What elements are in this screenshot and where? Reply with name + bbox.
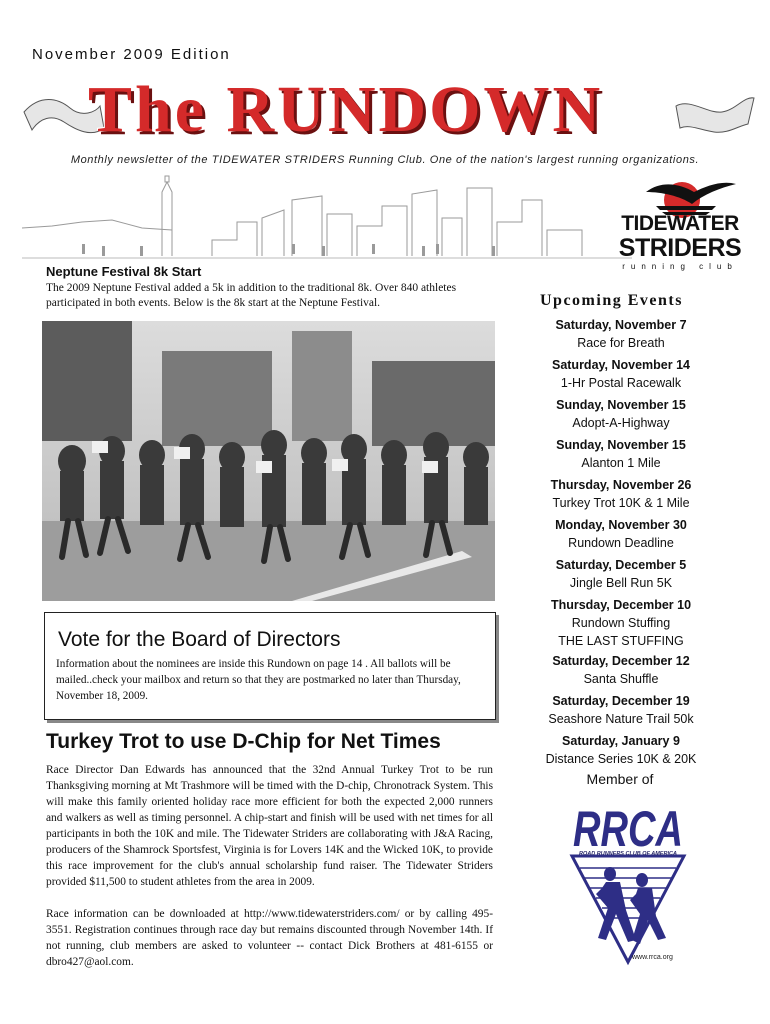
logo-text-striders: STRIDERS [618, 234, 742, 262]
event-item [520, 316, 722, 356]
event-date: Thursday, November 26 [550, 478, 692, 492]
event-item [520, 516, 722, 556]
event-item [520, 356, 722, 396]
logo-text-tidewater: TIDEWATER [621, 212, 739, 235]
event-item [520, 652, 722, 692]
event-name: Race for Breath [577, 336, 665, 350]
event-name: Rundown Deadline [568, 536, 674, 550]
event-date: Saturday, January 9 [562, 734, 680, 748]
event-name: Alanton 1 Mile [581, 456, 661, 470]
right-ribbon [676, 98, 754, 133]
event-date: Saturday, December 19 [552, 694, 690, 708]
event-date: Saturday, November 14 [551, 358, 691, 372]
member-of-label: Member of [586, 771, 654, 787]
event-name: Distance Series 10K & 20K [545, 752, 697, 766]
rrca-logo [566, 790, 690, 968]
event-item [520, 692, 722, 732]
event-name: Rundown Stuffing [571, 616, 671, 630]
event-date: Saturday, December 5 [555, 558, 687, 572]
event-item [520, 732, 722, 772]
upcoming-events-list [520, 316, 722, 772]
neptune-text: The 2009 Neptune Festival added a 5k in addition to the traditional 8k. Over 840 athletes participated in both events. Below is the 8k start at the Neptune Festival. [46, 282, 457, 309]
event-date: Saturday, December 12 [552, 654, 690, 668]
event-item [520, 436, 722, 476]
event-date: Sunday, November 15 [556, 398, 686, 412]
rrca-logo-text: RRCA [573, 801, 683, 857]
rrca-tagline: ROAD RUNNERS CLUB OF AMERICA [579, 851, 677, 857]
event-item [520, 396, 722, 436]
turkey-trot-paragraph-1: Race Director Dan Edwards has announced that the 32nd Annual Turkey Trot to be run Thanksgiving morning at Mt Trashmore will be timed with the D-chip, Chronotrack System. This will make this family oriented holiday race more efficient for both the expected 2,000 runners and walkers as well as timing personnel. A chip-start and finish will be used with net times for all participants in both the 10K and mile. The Tidewater Striders are collaborating with J&A Racing, producers of the Shamrock Sportsfest, Virginia is for Lovers 14K and the Wicked 10K, to provide this race improvement for the club's annual scholarship fund raiser. The Tidewater Striders provided $11,500 to student athletes from the area in 2009. [46, 764, 493, 888]
event-name: 1-Hr Postal Racewalk [560, 376, 682, 390]
upcoming-events-heading: Upcoming Events [540, 292, 683, 309]
event-name: Turkey Trot 10K & 1 Mile [552, 496, 690, 510]
event-item [520, 476, 722, 516]
event-item [520, 596, 722, 652]
skyline-illustration [22, 170, 632, 270]
event-name: Adopt-A-Highway [572, 416, 670, 430]
newsletter-title: The RUNDOWN [88, 73, 604, 146]
event-name: Santa Shuffle [583, 672, 659, 686]
event-item [520, 556, 722, 596]
event-date: Sunday, November 15 [556, 438, 686, 452]
edition-label: November 2009 Edition [32, 46, 231, 63]
race-start-photo [42, 321, 495, 601]
rrca-url: www.rrca.org [632, 954, 673, 961]
event-date: Thursday, December 10 [550, 598, 692, 612]
turkey-trot-paragraph-2: Race information can be downloaded at http://www.tidewaterstriders.com/ or by calling 495-3551. Registration continues through race day but remains discounted through November 14th. If not running, club members are asked to volunteer -- contact Dick Brothers at 481-6155 or dbro427@aol.com. [46, 908, 493, 968]
vote-text: Information about the nominees are inside this Rundown on page 14 . All ballots will be mailed..check your mailbox and return so that they are postmarked no later than Thursday, November 18, 2009. [56, 658, 461, 702]
turkey-trot-heading: Turkey Trot to use D-Chip for Net Times [46, 730, 441, 753]
neptune-heading: Neptune Festival 8k Start [46, 264, 202, 279]
event-name: Jingle Bell Run 5K [569, 576, 673, 590]
event-name: Seashore Nature Trail 50k [548, 712, 694, 726]
event-name: THE LAST STUFFING [558, 634, 684, 648]
vote-title: Vote for the Board of Directors [58, 628, 341, 651]
logo-text-running-club: running club [622, 262, 738, 271]
event-date: Saturday, November 7 [555, 318, 687, 332]
event-date: Monday, November 30 [555, 518, 687, 532]
newsletter-subtitle: Monthly newsletter of the TIDEWATER STRIDERS Running Club. One of the nation's largest running organizations. [70, 154, 700, 166]
